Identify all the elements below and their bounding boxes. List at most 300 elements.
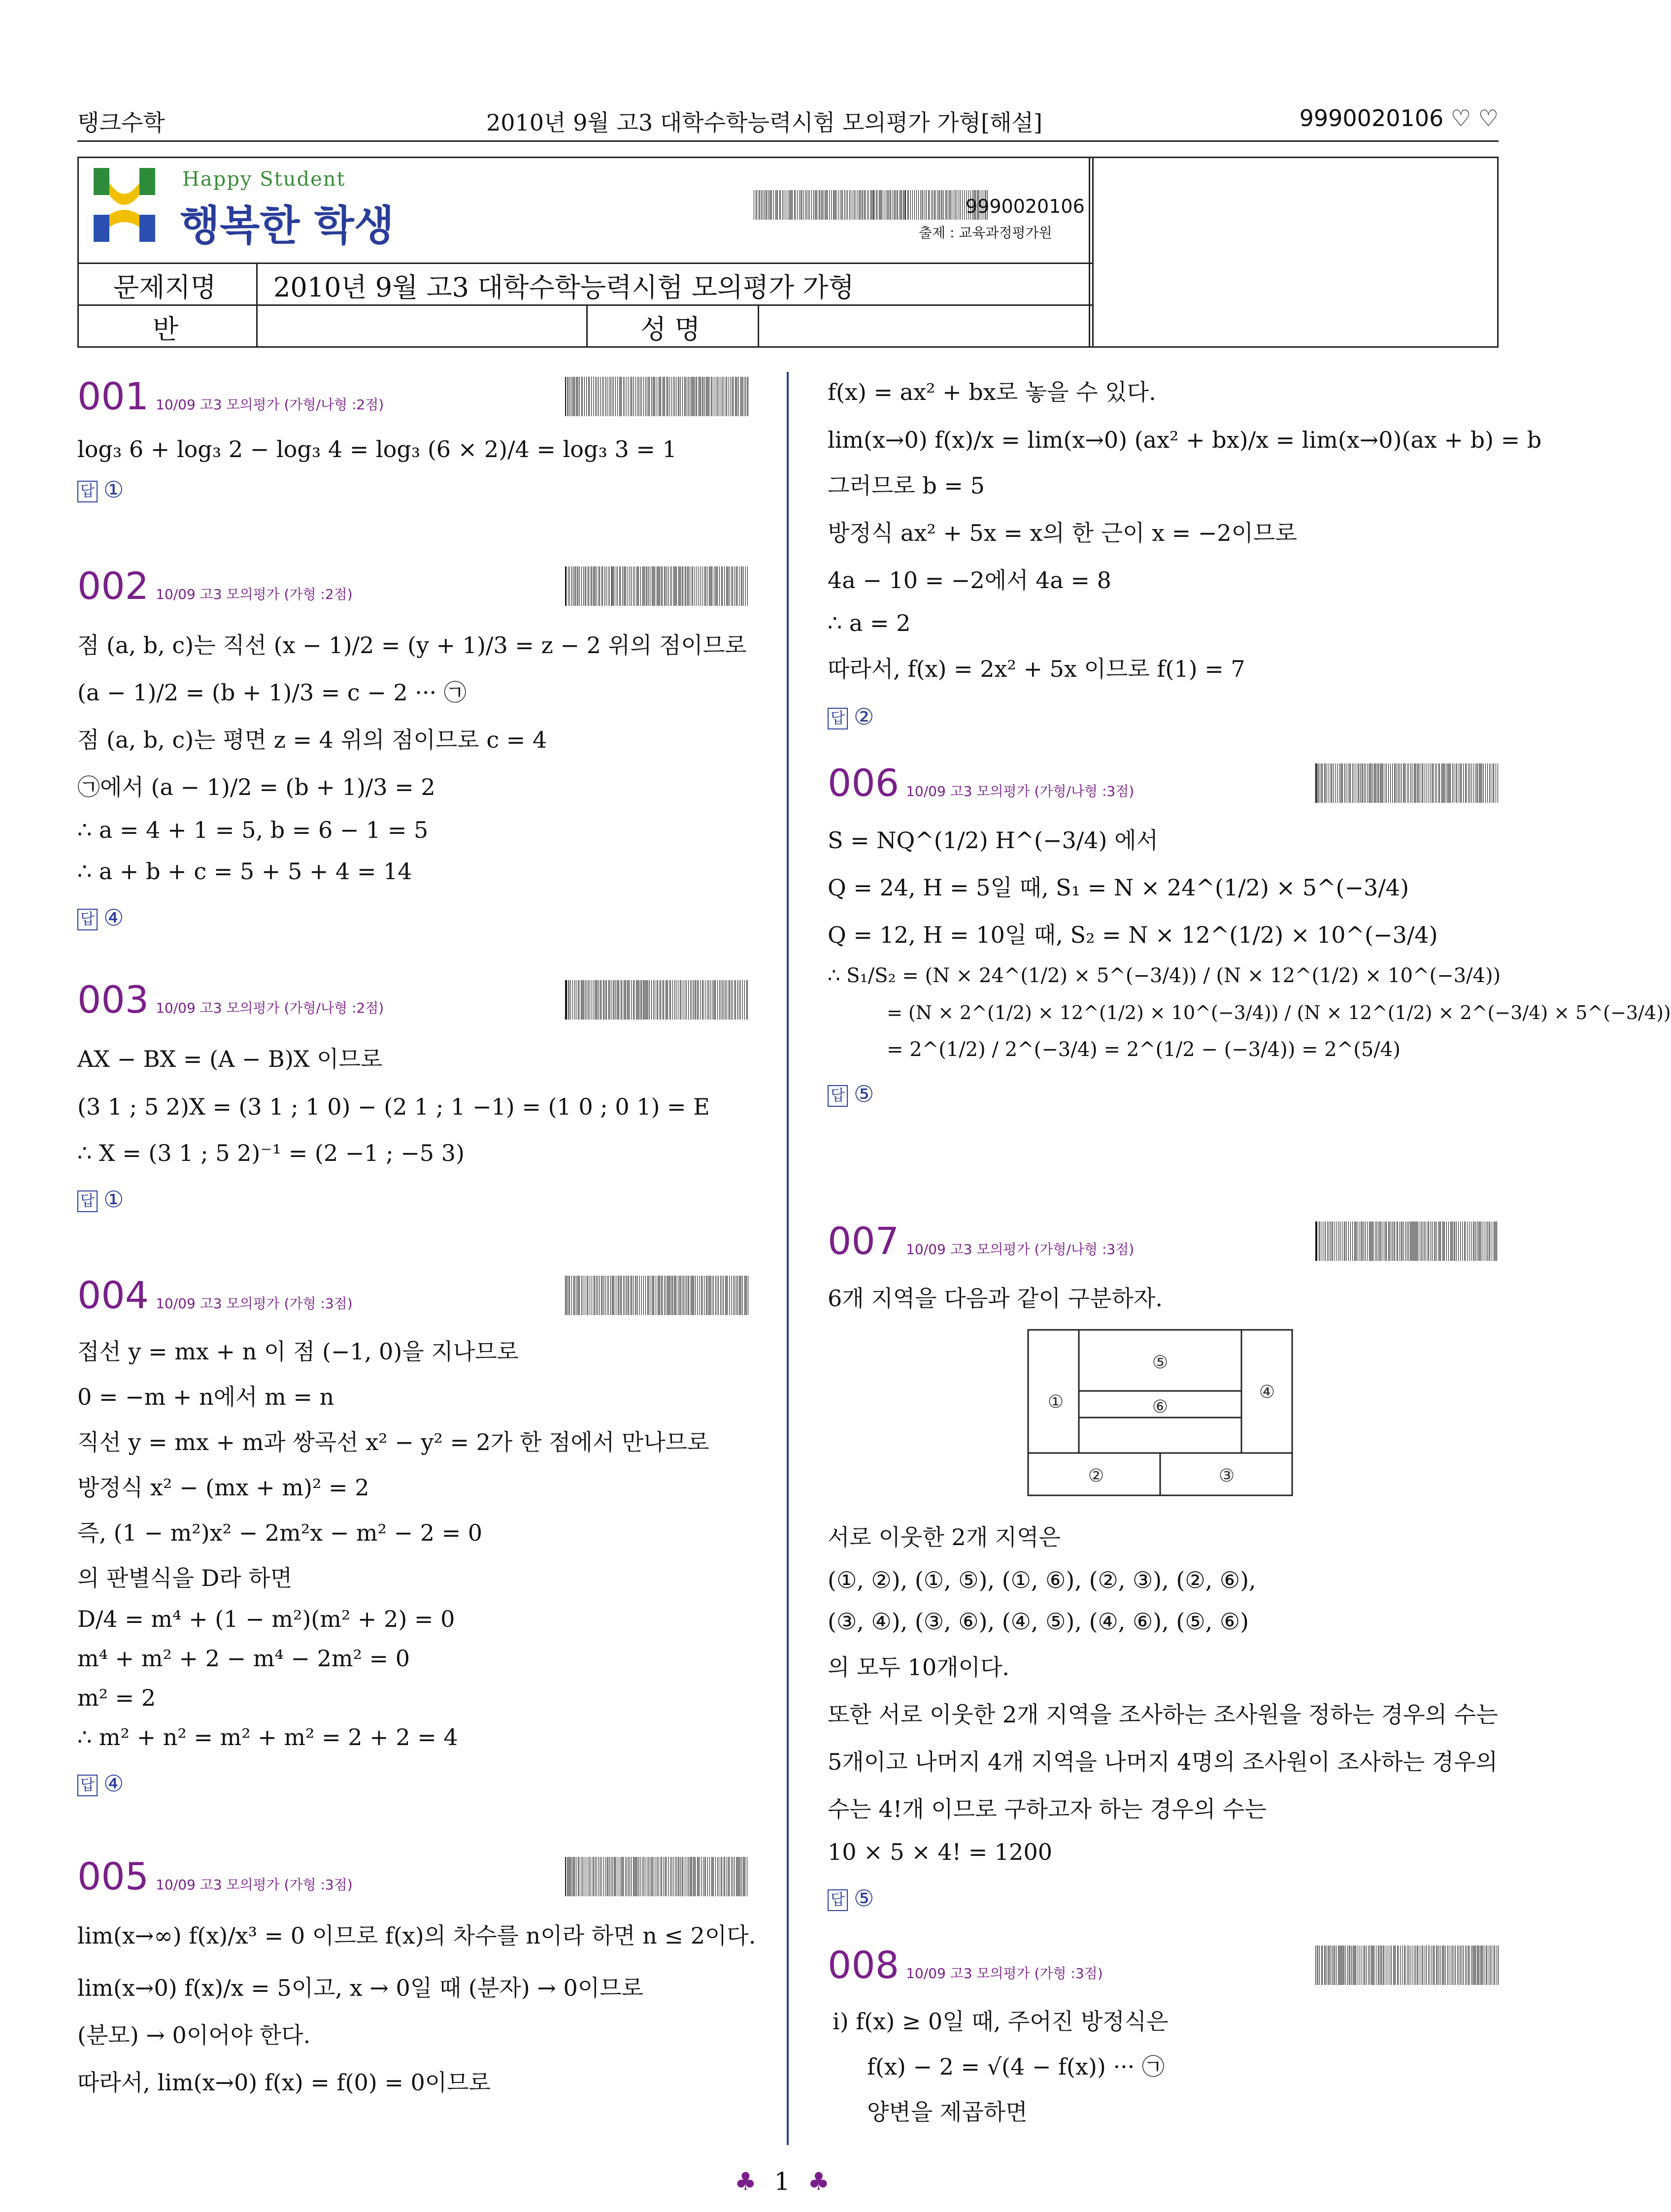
barcode-bar: [617, 566, 618, 606]
club-icon: ♣: [807, 2167, 830, 2196]
barcode-bar: [1366, 1946, 1367, 1985]
solution-line: m⁴ + m² + 2 − m⁴ − 2m² = 0: [77, 1645, 410, 1672]
solution-line: S = NQ^(1/2) H^(−3/4) 에서: [828, 827, 1158, 854]
problem-005: [77, 1854, 756, 2097]
barcode-bar: [1376, 1222, 1377, 1261]
barcode-bar: [641, 377, 642, 416]
barcode-bar: [1465, 1946, 1466, 1985]
barcode-bar: [1401, 1222, 1402, 1261]
solution-line: m² = 2: [77, 1684, 156, 1711]
barcode-bar: [574, 1276, 575, 1315]
barcode-bar: [1342, 763, 1343, 803]
header-left: 탱크수학: [77, 109, 165, 136]
barcode-bar: [1385, 1222, 1386, 1261]
barcode-bar: [571, 1276, 572, 1315]
barcode-bar: [809, 190, 810, 220]
barcode-bar: [1418, 763, 1419, 803]
exam-name: 2010년 9월 고3 대학수학능력시험 모의평가 가형: [273, 272, 854, 303]
barcode-bar: [1485, 763, 1486, 803]
barcode-bar: [704, 1857, 705, 1896]
barcode-bar: [1464, 1222, 1465, 1261]
barcode-bar: [713, 1857, 714, 1896]
barcode-bar: [638, 1857, 639, 1896]
barcode-bar: [601, 1276, 602, 1315]
barcode-bar: [910, 190, 911, 220]
barcode-bar: [1394, 763, 1395, 803]
barcode-bar: [1465, 763, 1466, 803]
barcode-bar: [722, 377, 723, 416]
problem-007-continued: [828, 1519, 1503, 1912]
barcode-bar: [705, 1857, 706, 1896]
barcode-bar: [612, 1857, 613, 1896]
barcode-bar: [721, 566, 722, 606]
barcode-bar: [571, 566, 572, 606]
barcode-bar: [822, 190, 823, 220]
barcode-bar: [1455, 1946, 1456, 1985]
barcode-bar: [605, 1857, 606, 1896]
solution-line: 서로 이웃한 2개 지역은: [828, 1524, 1061, 1551]
barcode-bar: [1351, 1946, 1352, 1985]
barcode-bar: [1482, 1946, 1483, 1985]
barcode-bar: [688, 1857, 689, 1896]
barcode-bar: [671, 1276, 672, 1315]
problem-number: 002: [77, 564, 149, 608]
barcode-bar: [742, 377, 743, 416]
barcode-bar: [622, 566, 623, 606]
barcode-bar: [626, 1276, 627, 1315]
barcode-bar: [1487, 1222, 1488, 1261]
barcode-bar: [1355, 1222, 1356, 1261]
barcode-bar: [1380, 1222, 1381, 1261]
barcode-bar: [1487, 763, 1488, 803]
barcode-bar: [870, 190, 871, 220]
barcode-bar: [895, 190, 896, 220]
barcode-bar: [943, 190, 944, 220]
barcode-bar: [1432, 1222, 1433, 1261]
barcode-bar: [575, 566, 576, 606]
barcode-bar: [704, 566, 705, 606]
solution-line: 10 × 5 × 4! = 1200: [828, 1839, 1052, 1865]
barcode-bar: [598, 377, 599, 416]
barcode-bar: [1415, 1946, 1416, 1985]
barcode-bar: [745, 1276, 746, 1315]
barcode-bar: [565, 1857, 566, 1896]
barcode-bar: [1400, 1946, 1401, 1985]
barcode-bar: [1402, 1222, 1403, 1261]
barcode-bar: [634, 1857, 635, 1896]
barcode-bar: [1434, 1222, 1435, 1261]
barcode-bar: [725, 980, 726, 1020]
barcode-bar: [1460, 1222, 1461, 1261]
barcode-bar: [1367, 1222, 1368, 1261]
barcode-bar: [1473, 1946, 1474, 1985]
barcode-bar: [595, 980, 596, 1020]
barcode-bar: [672, 1276, 673, 1315]
barcode-bar: [639, 1276, 640, 1315]
barcode-bar: [715, 1276, 716, 1315]
barcode-bar: [1408, 1222, 1409, 1261]
barcode-bar: [574, 980, 575, 1020]
barcode-bar: [1322, 1946, 1323, 1985]
barcode-bar: [1321, 763, 1322, 803]
problem-source: 10/09 고3 모의평가 (가형 :3점): [906, 1965, 1103, 1981]
barcode-bar: [738, 377, 739, 416]
barcode-bar: [688, 566, 689, 606]
barcode-bar: [672, 980, 673, 1020]
barcode-bar: [1394, 1946, 1395, 1985]
barcode-bar: [664, 566, 665, 606]
barcode-bar: [914, 190, 915, 220]
barcode: [565, 566, 750, 606]
problem-source: 10/09 고3 모의평가 (가형 :2점): [156, 586, 353, 602]
barcode-bar: [690, 980, 691, 1020]
barcode-bar: [745, 566, 746, 606]
barcode-bar: [771, 190, 772, 220]
barcode-bar: [1324, 763, 1325, 803]
barcode-bar: [1478, 1222, 1479, 1261]
barcode-bar: [1347, 1946, 1348, 1985]
barcode-bar: [795, 190, 796, 220]
barcode-bar: [657, 1857, 658, 1896]
barcode-bar: [1364, 763, 1365, 803]
barcode-bar: [841, 190, 842, 220]
barcode-bar: [641, 980, 642, 1020]
page-number: 1: [774, 2167, 790, 2196]
barcode-bar: [622, 1857, 623, 1896]
barcode-bar: [1424, 1222, 1425, 1261]
barcode-bar: [649, 980, 650, 1020]
problem-002: [77, 564, 752, 931]
problem-number: 003: [77, 978, 149, 1022]
barcode-bar: [567, 377, 568, 416]
region-label: ①: [1047, 1392, 1064, 1412]
solution-line: 5개이고 나머지 4개 지역을 나머지 4명의 조사원이 조사하는 경우의: [828, 1749, 1498, 1775]
barcode-bar: [715, 566, 716, 606]
barcode-bar: [686, 1276, 687, 1315]
barcode-bar: [1389, 1222, 1390, 1261]
logo-text-ko: 행복한 학생: [180, 201, 394, 250]
solution-line: 4a − 10 = −2에서 4a = 8: [828, 567, 1111, 594]
barcode-bar: [831, 190, 832, 220]
barcode-bar: [631, 1857, 632, 1896]
problem-004: [77, 1273, 752, 1797]
barcode-bar: [1362, 1222, 1363, 1261]
solution-line: (3 1 ; 5 2)X = (3 1 ; 1 0) − (2 1 ; 1 −1) = (1 0 ; 0 1) = E: [77, 1093, 710, 1120]
solution-line: D/4 = m⁴ + (1 − m²)(m² + 2) = 0: [77, 1606, 455, 1632]
barcode-bar: [826, 190, 827, 220]
barcode-bar: [589, 377, 590, 416]
barcode-bar: [1340, 763, 1341, 803]
barcode-bar: [574, 1857, 575, 1896]
barcode-bar: [1360, 763, 1361, 803]
barcode-bar: [1361, 1222, 1362, 1261]
barcode-bar: [1365, 1222, 1366, 1261]
barcode-bar: [693, 377, 694, 416]
barcode-bar: [821, 190, 822, 220]
barcode-bar: [938, 190, 939, 220]
answer-label: 답: [828, 1889, 848, 1911]
barcode-bar: [713, 1276, 714, 1315]
barcode-bar: [1435, 1222, 1436, 1261]
barcode-bar: [1475, 1946, 1476, 1985]
barcode-bar: [1456, 1222, 1457, 1261]
answer-value: ⑤: [853, 1081, 874, 1107]
barcode-bar: [955, 190, 956, 220]
barcode-bar: [1335, 763, 1336, 803]
problem-008: [828, 1943, 1503, 2127]
barcode-bar: [712, 1857, 713, 1896]
barcode-bar: [773, 190, 774, 220]
barcode-bar: [888, 190, 889, 220]
problem-source: 10/09 고3 모의평가 (가형/나형 :3점): [906, 1241, 1135, 1257]
barcode-bar: [649, 377, 650, 416]
barcode-bar: [569, 377, 570, 416]
barcode-bar: [600, 980, 601, 1020]
barcode-bar: [1327, 1222, 1328, 1261]
solution-line: 따라서, lim(x→0) f(x) = f(0) = 0이므로: [77, 2069, 491, 2096]
barcode-bar: [588, 377, 589, 416]
barcode-bar: [864, 190, 865, 220]
barcode-bar: [1443, 763, 1444, 803]
barcode-bar: [1324, 1946, 1325, 1985]
barcode-bar: [1481, 1946, 1482, 1985]
barcode-bar: [806, 190, 807, 220]
barcode-bar: [724, 566, 725, 606]
barcode-bar: [680, 1857, 681, 1896]
solution-line: ∴ S₁/S₂ = (N × 24^(1/2) × 5^(−3/4)) / (N × 12^(1/2) × 10^(−3/4)): [828, 964, 1501, 987]
barcode-bar: [579, 1276, 580, 1315]
barcode-bar: [631, 980, 632, 1020]
barcode-bar: [1438, 1946, 1439, 1985]
problem-source: 10/09 고3 모의평가 (가형 :3점): [156, 1877, 353, 1893]
barcode-bar: [625, 1857, 626, 1896]
region-label: ⑥: [1152, 1397, 1169, 1417]
barcode: [1315, 1222, 1500, 1261]
barcode-bar: [849, 190, 850, 220]
barcode-bar: [595, 566, 596, 606]
barcode-bar: [1368, 1946, 1369, 1985]
barcode-bar: [871, 190, 872, 220]
barcode-bar: [599, 1276, 600, 1315]
barcode-bar: [621, 1857, 622, 1896]
barcode-bar: [648, 377, 649, 416]
barcode-bar: [568, 1276, 569, 1315]
barcode-bar: [1346, 1222, 1347, 1261]
problem-number: 007: [828, 1219, 900, 1263]
answer: [828, 703, 1503, 730]
header-code: 9990020106 ♡ ♡: [1299, 105, 1499, 132]
barcode-bar: [667, 1276, 668, 1315]
barcode-bar: [734, 1857, 735, 1896]
barcode-bar: [799, 190, 800, 220]
barcode-bar: [1428, 1946, 1429, 1985]
barcode-bar: [619, 566, 620, 606]
barcode-bar: [797, 190, 798, 220]
barcode-bar: [717, 980, 718, 1020]
answer-value: ⑤: [853, 1885, 874, 1912]
problem-source: 10/09 고3 모의평가 (가형/나형 :2점): [156, 1000, 384, 1016]
barcode-bar: [583, 566, 584, 606]
solution-line: ㉠에서 (a − 1)/2 = (b + 1)/3 = 2: [77, 774, 435, 800]
barcode-bar: [1408, 1946, 1409, 1985]
barcode-bar: [964, 190, 965, 220]
barcode-bar: [608, 980, 609, 1020]
barcode-bar: [1333, 763, 1334, 803]
barcode-bar: [1321, 1946, 1322, 1985]
barcode-bar: [1446, 1222, 1447, 1261]
barcode-bar: [1476, 763, 1477, 803]
barcode-bar: [674, 566, 675, 606]
barcode-bar: [746, 980, 747, 1020]
barcode-bar: [918, 190, 919, 220]
barcode-bar: [1447, 763, 1448, 803]
barcode-bar: [926, 190, 927, 220]
barcode-bar: [1317, 763, 1318, 803]
barcode-bar: [1480, 1222, 1481, 1261]
barcode-bar: [704, 377, 705, 416]
barcode-bar: [623, 1857, 624, 1896]
barcode-bar: [729, 1857, 730, 1896]
barcode-bar: [699, 1276, 700, 1315]
barcode-bar: [719, 566, 720, 606]
barcode-bar: [588, 980, 589, 1020]
barcode-bar: [633, 1276, 634, 1315]
barcode-bar: [743, 566, 744, 606]
barcode-bar: [1445, 1946, 1446, 1985]
barcode-bar: [829, 190, 830, 220]
barcode-bar: [633, 377, 634, 416]
barcode-bar: [662, 566, 663, 606]
solution-line: 방정식 x² − (mx + m)² = 2: [77, 1474, 369, 1501]
problem-number: 001: [77, 374, 149, 418]
barcode-bar: [1421, 1222, 1422, 1261]
barcode-bar: [609, 566, 610, 606]
barcode-bar: [934, 190, 935, 220]
answer-value: ①: [103, 1186, 124, 1213]
barcode-bar: [716, 566, 717, 606]
barcode: [565, 1857, 750, 1896]
barcode-bar: [1436, 1946, 1437, 1985]
barcode-bar: [1392, 763, 1393, 803]
barcode-bar: [1352, 1222, 1353, 1261]
solution-line: AX − BX = (A − B)X 이므로: [77, 1046, 383, 1072]
barcode-bar: [645, 1276, 646, 1315]
barcode-bar: [1410, 763, 1411, 803]
problem-number: 005: [77, 1854, 149, 1898]
solution-line: ∴ X = (3 1 ; 5 2)⁻¹ = (2 −1 ; −5 3): [77, 1140, 465, 1166]
barcode-bar: [593, 566, 594, 606]
barcode-bar: [717, 1857, 718, 1896]
barcode-bar: [945, 190, 946, 220]
barcode-bar: [1390, 763, 1391, 803]
barcode-bar: [637, 566, 638, 606]
barcode-bar: [1443, 1222, 1444, 1261]
barcode-bar: [633, 980, 634, 1020]
exam-source: 출제 : 교육과정평가원: [919, 225, 1052, 241]
barcode-bar: [776, 190, 777, 220]
barcode-bar: [693, 980, 694, 1020]
barcode-bar: [731, 980, 732, 1020]
solution-line: 따라서, f(x) = 2x² + 5x 이므로 f(1) = 7: [828, 656, 1245, 682]
barcode-bar: [827, 190, 828, 220]
barcode-bar: [661, 566, 662, 606]
barcode-bar: [567, 1857, 568, 1896]
barcode-bar: [621, 1276, 622, 1315]
barcode-bar: [1398, 763, 1399, 803]
barcode-bar: [742, 1276, 743, 1315]
barcode-bar: [1442, 1222, 1443, 1261]
barcode-bar: [742, 980, 743, 1020]
running-header: [77, 101, 1499, 142]
logo-icon: [94, 168, 155, 242]
barcode-bar: [794, 190, 795, 220]
barcode-bar: [581, 1276, 582, 1315]
barcode-bar: [643, 1857, 644, 1896]
barcode-bar: [1352, 763, 1353, 803]
barcode-bar: [586, 377, 587, 416]
barcode-bar: [695, 1276, 696, 1315]
barcode-bar: [791, 190, 792, 220]
barcode-bar: [595, 377, 596, 416]
barcode-bar: [674, 377, 675, 416]
barcode: [1315, 1946, 1500, 1985]
barcode-bar: [628, 1857, 629, 1896]
barcode-bar: [671, 1857, 672, 1896]
barcode-bar: [1408, 763, 1409, 803]
barcode-bar: [1468, 1946, 1469, 1985]
answer: [77, 1770, 752, 1797]
solution-line: = (N × 2^(1/2) × 12^(1/2) × 10^(−3/4)) / (N × 12^(1/2) × 2^(−3/4) × 5^(−3/4)): [887, 1002, 1671, 1023]
barcode-bar: [573, 377, 574, 416]
barcode-bar: [711, 1857, 712, 1896]
solution-line: lim(x→∞) f(x)/x³ = 0 이므로 f(x)의 차수를 n이라 하면 n ≤ 2이다.: [77, 1922, 756, 1949]
solution-line: 접선 y = mx + n 이 점 (−1, 0)을 지나므로: [77, 1338, 519, 1365]
barcode-bar: [842, 190, 843, 220]
barcode-bar: [620, 1276, 621, 1315]
barcode-bar: [634, 980, 635, 1020]
barcode-bar: [746, 1276, 747, 1315]
barcode-bar: [572, 980, 573, 1020]
barcode-bar: [737, 980, 738, 1020]
barcode-bar: [682, 377, 683, 416]
barcode-bar: [844, 190, 845, 220]
barcode-bar: [638, 566, 639, 606]
barcode-bar: [1380, 1946, 1381, 1985]
barcode-bar: [789, 190, 790, 220]
barcode-bar: [1460, 763, 1461, 803]
barcode-bar: [603, 1276, 604, 1315]
barcode-bar: [733, 377, 734, 416]
club-icon: ♣: [734, 2167, 757, 2196]
answer: [77, 904, 752, 931]
barcode-bar: [1490, 1946, 1491, 1985]
barcode-bar: [722, 980, 723, 1020]
barcode-bar: [608, 1276, 609, 1315]
barcode-bar: [728, 1857, 729, 1896]
barcode-bar: [678, 566, 679, 606]
barcode-bar: [1477, 763, 1478, 803]
barcode-bar: [715, 1857, 716, 1896]
barcode-bar: [860, 190, 861, 220]
solution-line: ∴ a = 2: [828, 610, 911, 636]
barcode-bar: [680, 1276, 681, 1315]
barcode-bar: [1450, 763, 1451, 803]
barcode-bar: [946, 190, 947, 220]
barcode-bar: [1403, 763, 1404, 803]
barcode-bar: [962, 190, 963, 220]
barcode-bar: [593, 377, 594, 416]
barcode-bar: [865, 190, 866, 220]
